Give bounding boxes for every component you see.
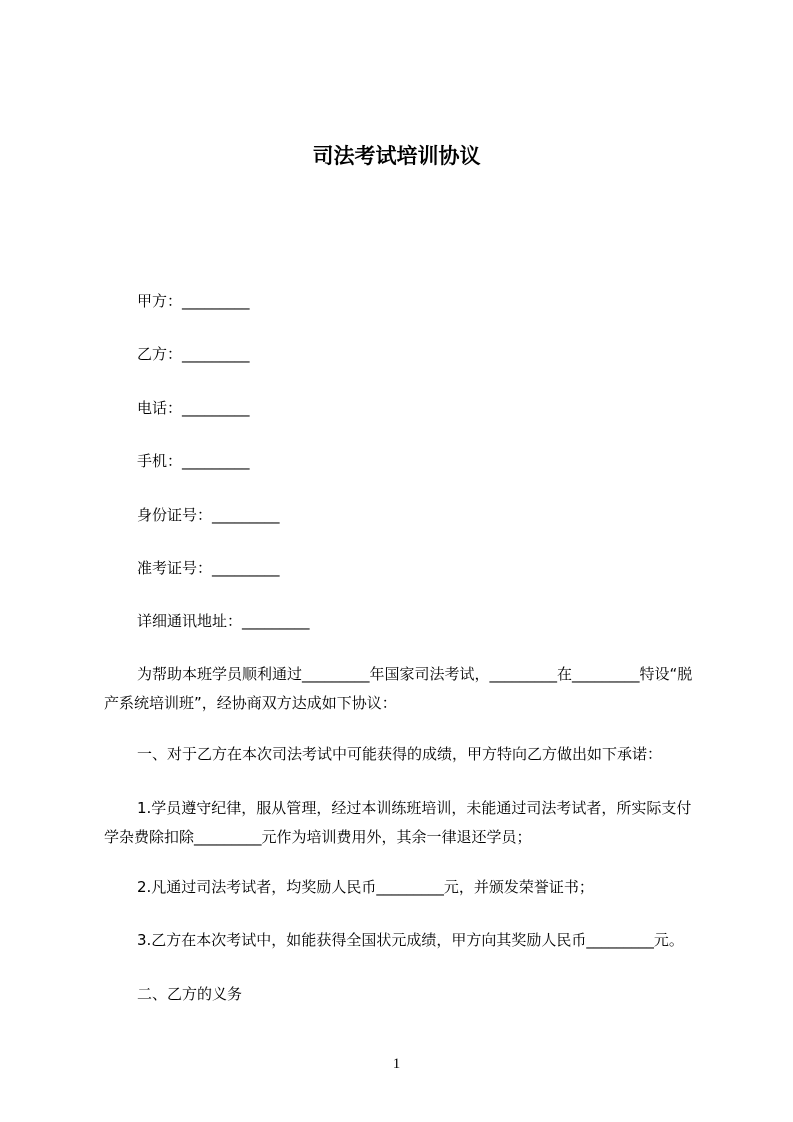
party-b-field: 乙方：_________: [137, 345, 250, 363]
intro-paragraph: 为帮助本班学员顺利通过_________年国家司法考试，_________在_________特设“脱产系统培训班”，经协商双方达成如下协议：: [104, 665, 693, 712]
party-a-field: 甲方：_________: [137, 292, 250, 310]
id-number-field: 身份证号：_________: [137, 506, 280, 524]
item-3-paragraph: 3.乙方在本次考试中，如能获得全国状元成绩，甲方向其奖励人民币_________元。: [137, 931, 684, 949]
page-number: 1: [392, 1056, 401, 1072]
item-1-paragraph: 1.学员遵守纪律，服从管理，经过本训练班培训，未能通过司法考试者，所实际支付学杂费除扣除_________元作为培训费用外，其余一律退还学员；: [104, 799, 692, 846]
mobile-field: 手机：_________: [137, 452, 250, 470]
address-field: 详细通讯地址：_________: [137, 612, 310, 630]
section-2-heading: 二、乙方的义务: [137, 985, 243, 1003]
admission-ticket-field: 准考证号：_________: [137, 559, 280, 577]
document-title: 司法考试培训协议: [312, 144, 481, 168]
item-2-paragraph: 2.凡通过司法考试者，均奖励人民币_________元，并颁发荣誉证书；: [137, 878, 594, 896]
section-1-heading: 一、对于乙方在本次司法考试中可能获得的成绩，甲方特向乙方做出如下承诺：: [137, 745, 663, 763]
phone-field: 电话：_________: [137, 399, 250, 417]
